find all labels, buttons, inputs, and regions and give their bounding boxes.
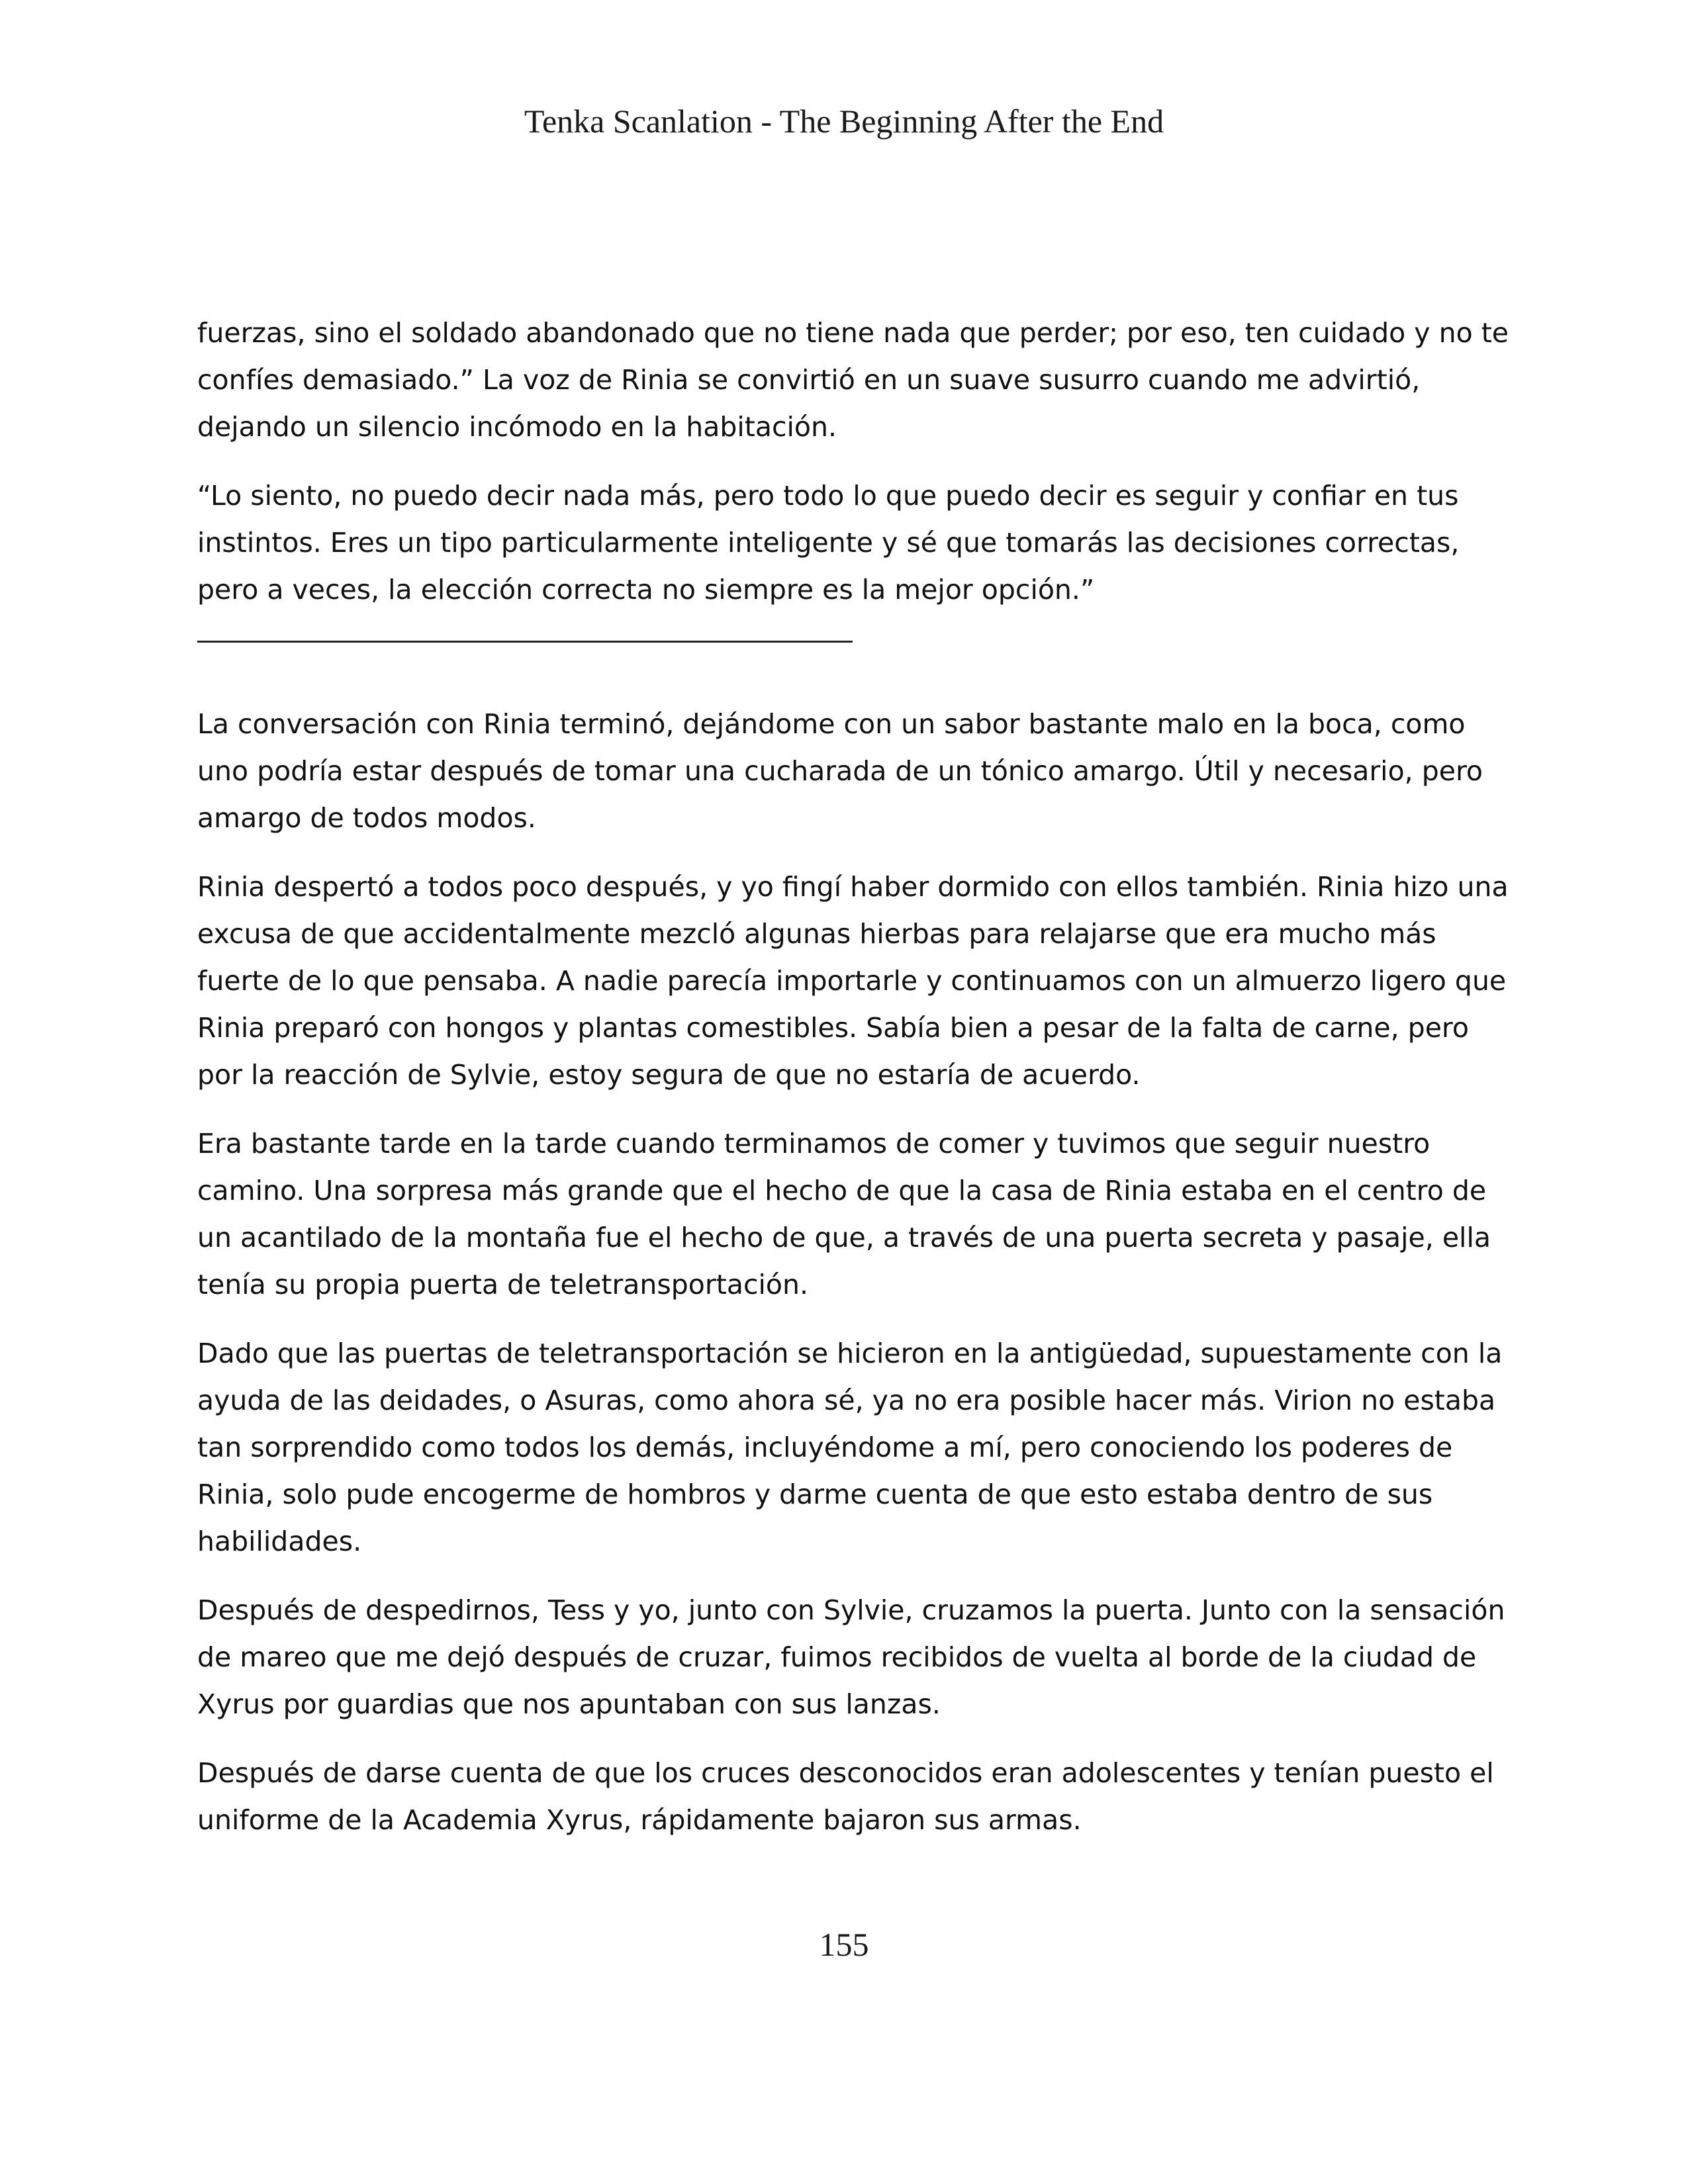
paragraph: fuerzas, sino el soldado abandonado que no tiene nada que perder; por eso, ten cuidado y no te confíes demasiado.” La voz de Rinia se convirtió en un suave susurro cuando me advirtió, dejando un silencio incómodo en la habitación. <box>197 317 1509 443</box>
running-header: Tenka Scanlation - The Beginning After the End <box>524 103 1164 140</box>
paragraph: Dado que las puertas de teletransportación se hicieron en la antigüedad, supuestamente con la ayuda de las deidades, o Asuras, como ahora sé, ya no era posible hacer más. Virion no estaba tan sorprendido como todos los demás, incluyéndome a mí, pero conociendo los poderes de Rinia, solo pude encogerme de hombros y darme cuenta de que esto estaba dentro de sus habilidades. <box>197 1338 1503 1557</box>
paragraph: “Lo siento, no puedo decir nada más, pero todo lo que puedo decir es seguir y confiar en tus instintos. Eres un tipo particularmente inteligente y sé que tomarás las decisiones correctas, pero a veces, la elección correcta no siempre es la mejor opción.” <box>197 480 1460 606</box>
paragraph: Después de despedirnos, Tess y yo, junto con Sylvie, cruzamos la puerta. Junto con la sensación de mareo que me dejó después de cruzar, fuimos recibidos de vuelta al borde de la ciudad de Xyrus por guardias que nos apuntaban con sus lanzas. <box>197 1594 1505 1720</box>
section-separator <box>197 641 853 643</box>
paragraph: La conversación con Rinia terminó, dejándome con un sabor bastante malo en la boca, como uno podría estar después de tomar una cucharada de un tónico amargo. Útil y necesario, pero amargo de todos modos. <box>197 708 1483 834</box>
paragraph: Después de darse cuenta de que los cruces desconocidos eran adolescentes y tenían puesto el uniforme de la Academia Xyrus, rápidamente bajaron sus armas. <box>197 1757 1494 1836</box>
section-separator-wrap <box>197 635 1515 674</box>
paragraph: Rinia despertó a todos poco después, y yo fingí haber dormido con ellos también. Rinia hizo una excusa de que accidentalmente mezcló algunas hierbas para relajarse que era mucho más fuerte de lo que pensaba. A nadie parecía importarle y continuamos con un almuerzo ligero que Rinia preparó con hongos y plantas comestibles. Sabía bien a pesar de la falta de carne, pero por la reacción de Sylvie, estoy segura de que no estaría de acuerdo. <box>197 871 1509 1091</box>
paragraph: Era bastante tarde en la tarde cuando terminamos de comer y tuvimos que seguir nuestro camino. Una sorpresa más grande que el hecho de que la casa de Rinia estaba en el centro de un acantilado de la montaña fue el hecho de que, a través de una puerta secreta y pasaje, ella tenía su propia puerta de teletransportación. <box>197 1128 1491 1300</box>
page-number: 155 <box>819 1926 869 1963</box>
body-text <box>197 310 1515 1866</box>
